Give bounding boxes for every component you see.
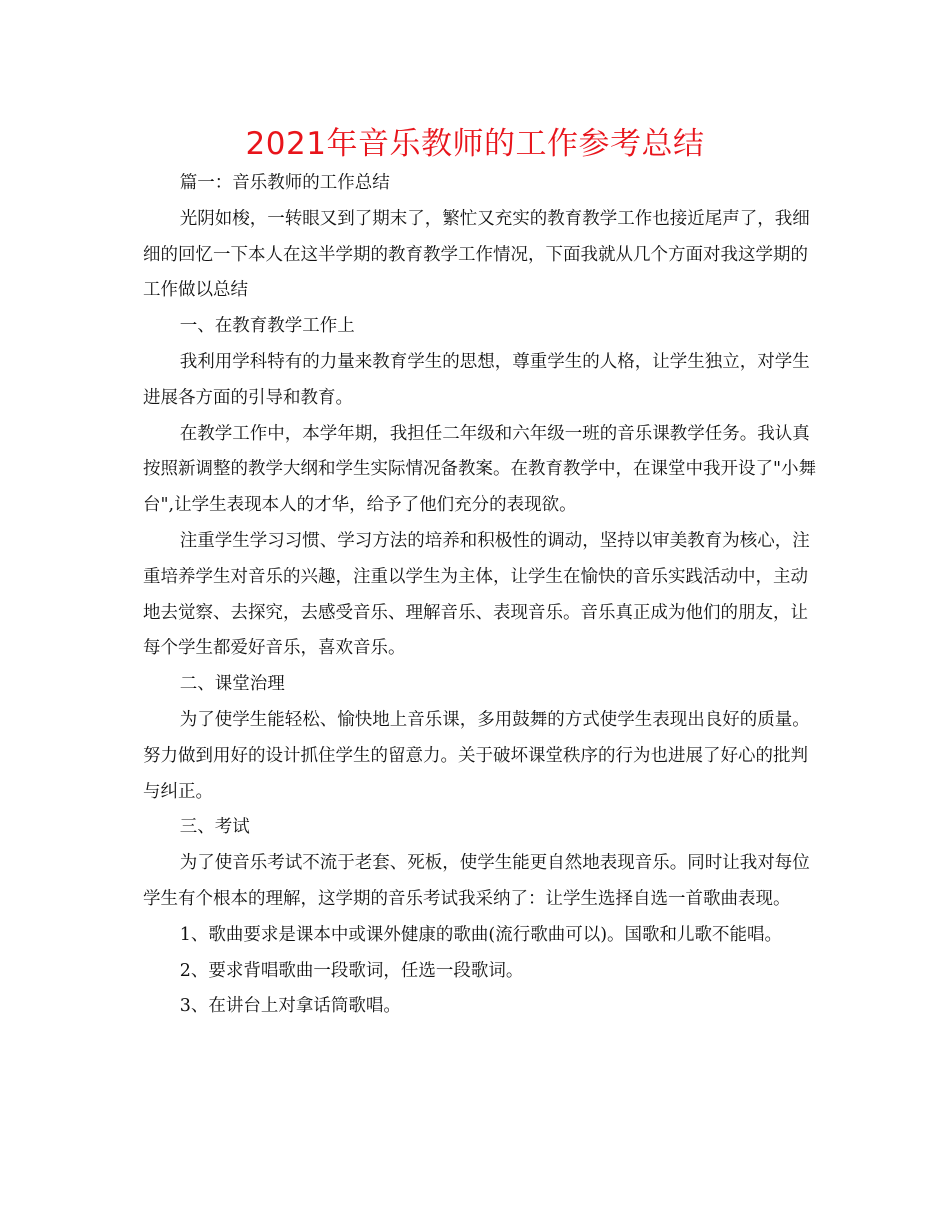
exam-rule-2: 2、要求背唱歌曲一段歌词，任选一段歌词。	[179, 960, 524, 981]
exam-rule-1: 1、歌曲要求是课本中或课外健康的歌曲(流行歌曲可以)。国歌和儿歌不能唱。	[179, 924, 783, 945]
intro-paragraph: 光阴如梭，一转眼又到了期末了，繁忙又充实的教育教学工作也接近尾声了，我细细的回忆一下本人在这半学期的教育教学工作情况，下面我就从几个方面对我这学期的工作做以总结	[143, 208, 810, 301]
teaching-paragraph-2: 在教学工作中，本学年期，我担任二年级和六年级一班的音乐课教学任务。我认真按照新调整的教学大纲和学生实际情况备教案。在教育教学中，在课堂中我开设了"小舞台",让学生表现本人的才华，给予了他们充分的表现欲。	[143, 423, 817, 516]
classroom-paragraph: 为了使学生能轻松、愉快地上音乐课，多用鼓舞的方式使学生表现出良好的质量。努力做到用好的设计抓住学生的留意力。关于破坏课堂秩序的行为也进展了好心的批判与纠正。	[143, 709, 810, 802]
teaching-paragraph-1: 我利用学科特有的力量来教育学生的思想，尊重学生的人格，让学生独立，对学生进展各方面的引导和教育。	[143, 351, 810, 408]
section-heading-exam: 三、考试	[179, 817, 250, 838]
section-heading-classroom: 二、课堂治理	[179, 674, 285, 695]
section-heading-teaching: 一、在教育教学工作上	[179, 316, 355, 337]
teaching-paragraph-3: 注重学生学习习惯、学习方法的培养和积极性的调动，坚持以审美教育为核心，注重培养学生对音乐的兴趣，注重以学生为主体，让学生在愉快的音乐实践活动中，主动地去觉察、去探究，去感受音乐、理解音乐、表现音乐。音乐真正成为他们的朋友，让每个学生都爱好音乐，喜欢音乐。	[143, 530, 810, 659]
document-title: 2021年音乐教师的工作参考总结	[245, 126, 705, 162]
document-body	[143, 166, 823, 1025]
exam-paragraph: 为了使音乐考试不流于老套、死板，使学生能更自然地表现音乐。同时让我对每位学生有个根本的理解，这学期的音乐考试我采纳了：让学生选择自选一首歌曲表现。	[143, 853, 810, 909]
exam-rule-3: 3、在讲台上对拿话筒歌唱。	[179, 996, 401, 1017]
section-heading-part-one: 篇一：音乐教师的工作总结	[179, 173, 390, 193]
